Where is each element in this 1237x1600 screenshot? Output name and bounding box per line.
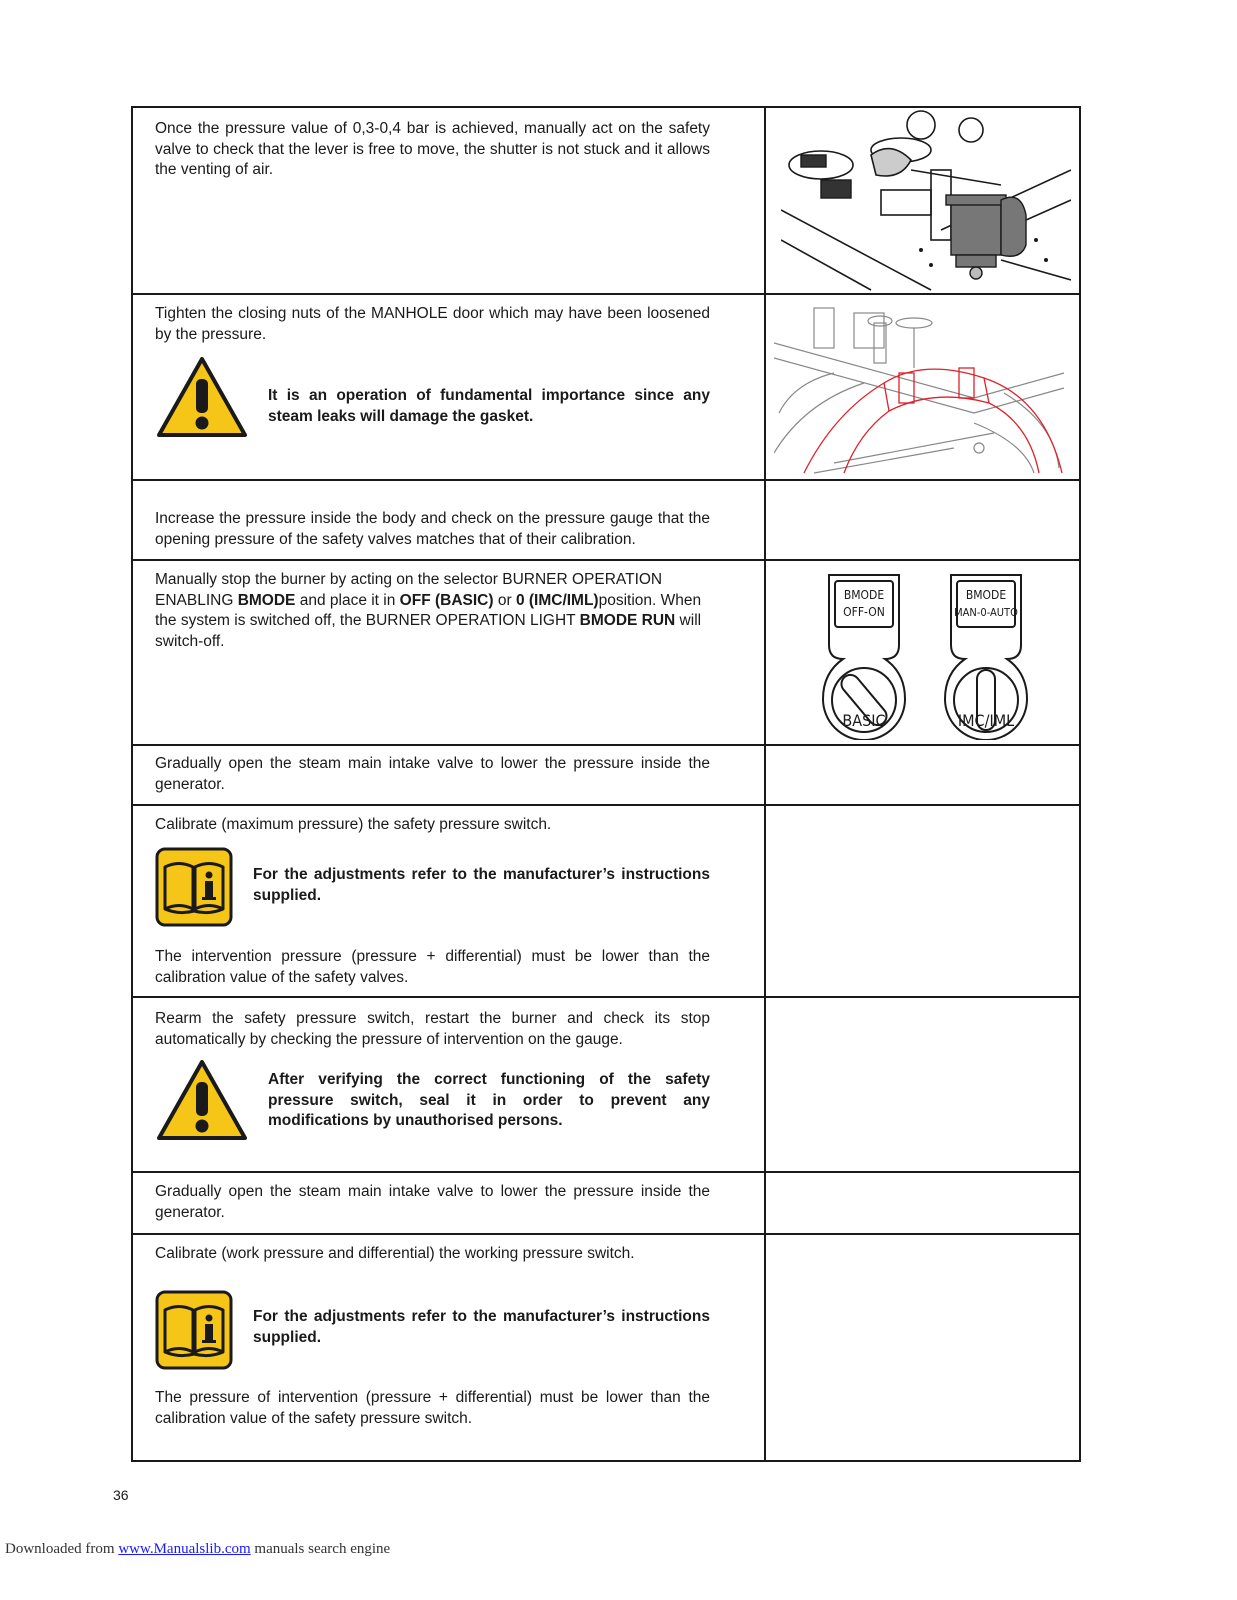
- step-text: Tighten the closing nuts of the MANHOLE door which may have been loosened by the pressure.: [155, 305, 710, 343]
- table-row: [133, 108, 1079, 295]
- selector-label-line1: BMODE: [965, 588, 1007, 602]
- info-note: For the adjustments refer to the manufacturer’s instructions supplied.: [253, 1308, 710, 1346]
- step-text: Calibrate (work pressure and differential) the working pressure switch.: [155, 1245, 635, 1262]
- step-text-after: The pressure of intervention (pressure + differential) must be lower than the calibration value of the safety pressure switch.: [155, 1389, 710, 1427]
- selector-label-line1: BMODE: [843, 588, 885, 602]
- table-row: [133, 998, 1079, 1173]
- selector-caption-basic: BASIC: [842, 711, 886, 730]
- manhole-door-illustration: [774, 303, 1066, 475]
- manualslib-link[interactable]: www.Manualslib.com: [118, 1541, 251, 1557]
- page-number: 36: [113, 1487, 129, 1503]
- step-text-after: The intervention pressure (pressure + differential) must be lower than the calibration value of the safety valves.: [155, 948, 710, 986]
- step-text: Calibrate (maximum pressure) the safety pressure switch.: [155, 816, 552, 833]
- step-text: Manually stop the burner by acting on the selector BURNER OPERATION ENABLING BMODE and place it in OFF (BASIC) or 0 (IMC/IML)position. When the system is switched off, the BURNER OPERATION LIGHT BMODE RUN will switch-off.: [155, 571, 702, 650]
- table-row: [133, 295, 1079, 481]
- step-text: Increase the pressure inside the body and check on the pressure gauge that the opening pressure of the safety valves matches that of their calibration.: [155, 510, 710, 548]
- table-row: [133, 1235, 1079, 1460]
- table-row: [133, 746, 1079, 806]
- table-row: [133, 561, 1079, 746]
- warning-triangle-icon: [155, 355, 249, 439]
- warning-note: After verifying the correct functioning of the safety pressure switch, seal it in order to prevent any modifications by unauthorised persons.: [268, 1071, 710, 1129]
- download-footer: Downloaded from www.Manualslib.com manuals search engine: [5, 1541, 391, 1557]
- procedure-table: [131, 106, 1081, 1462]
- manual-info-icon: [155, 1290, 233, 1370]
- info-note: For the adjustments refer to the manufacturer’s instructions supplied.: [253, 866, 710, 904]
- selector-caption-imc-iml: IMC/IML: [957, 711, 1015, 730]
- table-row: [133, 806, 1079, 998]
- step-text: Rearm the safety pressure switch, restart the burner and check its stop automatically by checking the pressure of intervention on the gauge.: [155, 1010, 710, 1048]
- step-text: Once the pressure value of 0,3-0,4 bar is achieved, manually act on the safety valve to check that the lever is free to move, the shutter is not stuck and it allows the venting of air.: [155, 120, 710, 178]
- selector-label-line2: OFF-ON: [843, 605, 885, 619]
- manual-info-icon: [155, 847, 233, 927]
- step-text: Gradually open the steam main intake valve to lower the pressure inside the generator.: [155, 755, 710, 793]
- step-text: Gradually open the steam main intake valve to lower the pressure inside the generator.: [155, 1183, 710, 1221]
- table-row: [133, 1173, 1079, 1235]
- warning-triangle-icon: [155, 1058, 249, 1142]
- safety-valve-illustration: [781, 110, 1071, 292]
- selector-label-line2: MAN-0-AUTO: [954, 606, 1018, 619]
- warning-note: It is an operation of fundamental importance since any steam leaks will damage the gasket.: [268, 387, 710, 425]
- table-row: [133, 481, 1079, 561]
